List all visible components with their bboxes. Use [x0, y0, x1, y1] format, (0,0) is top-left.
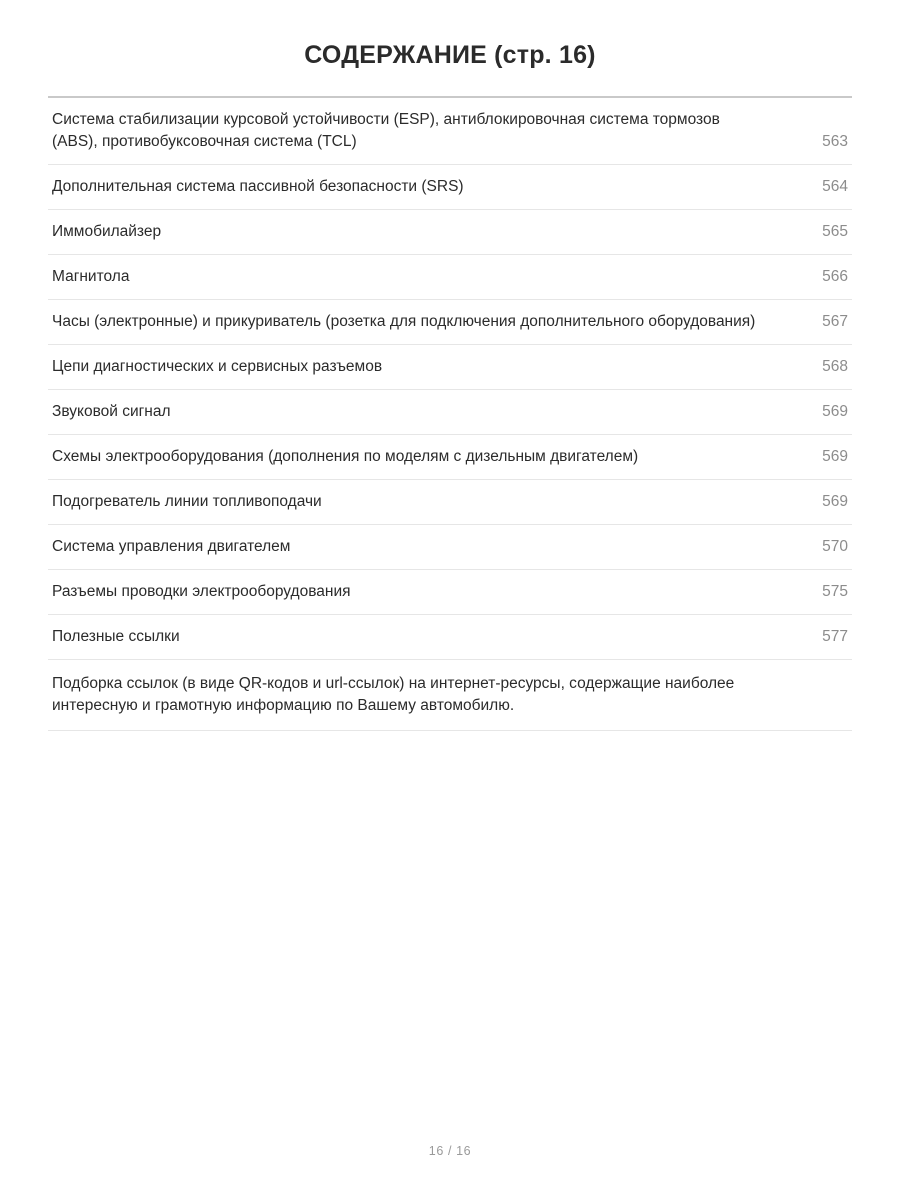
toc-entry-title: Подогреватель линии топливоподачи	[52, 493, 322, 510]
table-row[interactable]	[48, 345, 852, 390]
toc-entry-title: Иммобилайзер	[52, 223, 162, 240]
table-row[interactable]	[48, 615, 852, 660]
toc-entry-page	[776, 660, 852, 731]
page-footer: 16 / 16	[428, 1144, 472, 1158]
table-of-contents	[48, 98, 852, 731]
toc-entry-title: Магнитола	[52, 268, 130, 285]
table-row[interactable]	[48, 300, 852, 345]
table-row	[48, 660, 852, 731]
page-title: СОДЕРЖАНИЕ (стр. 16)	[304, 41, 596, 69]
toc-body	[48, 98, 852, 731]
toc-entry-title: Дополнительная система пассивной безопасности (SRS)	[52, 178, 464, 195]
toc-note-text: Подборка ссылок (в виде QR-кодов и url-ссылок) на интернет-ресурсы, содержащие наиболее интересную и грамотную информацию по Вашему автомобилю.	[52, 675, 735, 714]
table-row[interactable]	[48, 525, 852, 570]
table-row[interactable]	[48, 255, 852, 300]
toc-entry-page: 565	[822, 223, 848, 240]
table-row[interactable]	[48, 210, 852, 255]
toc-entry-page: 564	[822, 178, 848, 195]
toc-entry-page: 569	[822, 448, 848, 465]
table-row[interactable]	[48, 435, 852, 480]
toc-entry-page: 575	[822, 583, 848, 600]
toc-entry-page: 566	[822, 268, 848, 285]
toc-entry-page: 563	[822, 133, 848, 150]
toc-entry-page: 569	[822, 403, 848, 420]
toc-entry-title: Звуковой сигнал	[52, 403, 171, 420]
table-row[interactable]	[48, 98, 852, 165]
toc-entry-title: Схемы электрооборудования (дополнения по моделям с дизельным двигателем)	[52, 448, 639, 465]
toc-entry-title: Система стабилизации курсовой устойчивости (ESP), антиблокировочная система тормозов (ABS), противобуксовочная система (TCL)	[52, 111, 720, 150]
toc-entry-page: 568	[822, 358, 848, 375]
toc-entry-title: Система управления двигателем	[52, 538, 291, 555]
toc-entry-page: 567	[822, 313, 848, 330]
toc-entry-title: Цепи диагностических и сервисных разъемов	[52, 358, 383, 375]
toc-entry-title: Часы (электронные) и прикуриватель (розетка для подключения дополнительного оборудования)	[52, 313, 756, 330]
toc-entry-page: 570	[822, 538, 848, 555]
toc-entry-title: Полезные ссылки	[52, 628, 180, 645]
table-row[interactable]	[48, 570, 852, 615]
toc-entry-page: 577	[822, 628, 848, 645]
toc-entry-page: 569	[822, 493, 848, 510]
table-row[interactable]	[48, 480, 852, 525]
table-row[interactable]	[48, 165, 852, 210]
toc-entry-title: Разъемы проводки электрооборудования	[52, 583, 351, 600]
table-row[interactable]	[48, 390, 852, 435]
